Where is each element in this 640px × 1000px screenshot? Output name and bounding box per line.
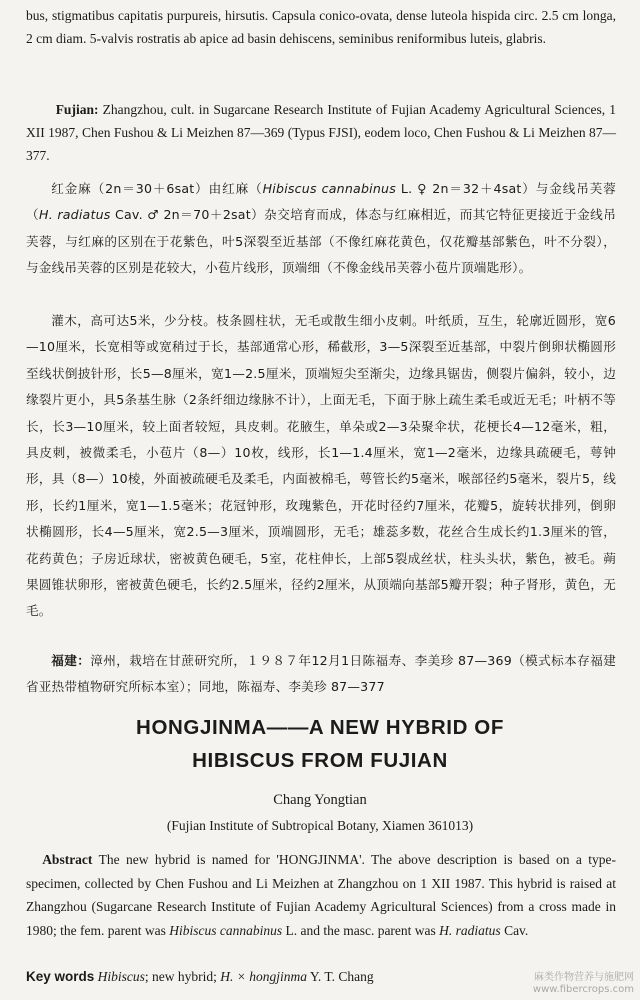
fujian-latin-text: Zhangzhou, cult. in Sugarcane Research Institute of Fujian Academy Agricultural Sciences, 1 XII 1987, Chen Fushou & Li Meizhen 87—369 (Typus FJSI), eodem loco, Chen Fushou & Li Meizhen 87—377. [26,102,616,163]
latin-description-continuation: bus, stigmatibus capitatis purpureis, hirsutis. Capsula conico-ovata, dense luteola hispida circ. 2.5 cm longa, 2 cm diam. 5-valvis rostratis ab apice ad basin dehiscens, seminibus reniformibus luteis, glabris. [26,8,616,46]
zh-intro-part1: 红金麻（2n＝30＋6sat）由红麻（ [51,181,263,196]
abstract-species2: H. radiatus [439,922,501,938]
keywords-separator: ; new hybrid; [144,969,221,984]
keywords-line [26,966,616,988]
fujian-latin-specimen [26,98,616,167]
abstract-species1: Hibiscus cannabinus [169,922,283,938]
keywords-authority: Y. T. Chang [307,969,374,984]
zh-fujian-label: 福建： [51,653,91,668]
abstract-paragraph [26,848,616,942]
watermark-line2: www.fibercrops.com [532,984,634,995]
keywords-label: Key words [26,969,95,984]
zh-intro-part3: Cav. ♂ 2n＝70＋2sat）杂交培育而成，体态与红麻相近，而其它特征更接近于金线吊芙蓉，与红麻的区别在于花紫色，叶5深裂至近基部（不像红麻花黄色，仅花瓣基部紫色，叶不分裂），与金线吊芙蓉的区别是花较大，小苞片线形，顶端细（不像金线吊芙蓉小苞片顶端匙形）。 [26,207,616,276]
abstract-text2: L. and the masc. parent was [282,922,440,938]
fujian-label: Fujian: [55,102,99,117]
watermark-line1: 麻类作物营养与施肥网 [534,972,634,983]
abstract-text3: Cav. [500,922,529,938]
zh-intro-species2: H. radiatus [39,207,111,223]
keyword-genus: Hibiscus [97,969,145,984]
keyword-hybrid-name: H. × hongjinma [220,969,308,984]
chinese-intro-paragraph [26,176,616,282]
zh-intro-part2: L. ♀ 2n＝32＋4sat）与金线吊芙蓉（ [26,181,616,223]
author-affiliation: (Fujian Institute of Subtropical Botany, Xiamen 361013) [166,818,474,833]
abstract-label: Abstract [42,852,93,867]
zh-intro-species1: Hibiscus cannabinus [262,181,396,196]
english-title-line2: HIBISCUS FROM FUJIAN [192,749,448,772]
abstract-text1: The new hybrid is named for 'HONGJINMA'. The above description is based on a type-specimen, collected by Chen Fushou and Li Meizhen at Zhangzhou on 1 XII 1987. This hybrid is raised at Zhangzhou (Sugarcane Research Institute of Fujian Academy Agricultural Sciences) from a cross made in 1980; the fem. parent was [26,852,616,938]
english-title-line1: HONGJINMA——A NEW HYBRID OF [136,716,504,739]
chinese-fujian-specimen [26,648,616,701]
site-watermark [533,972,634,996]
zh-fujian-text: 漳州，栽培在甘蔗研究所，１９８７年12月1日陈福寿、李美珍 87—369（模式标本存福建省亚热带植物研究所标本室）；同地，陈福寿、李美珍 87—377 [26,653,616,695]
chinese-description-paragraph: 灌木，高可达5米，少分枝。枝条圆柱状，无毛或散生细小皮刺。叶纸质，互生，轮廓近圆形，宽6—10厘米，长宽相等或宽稍过于长，基部通常心形，稀截形，3—5深裂至近基部，中裂片倒卵状椭圆形至线状倒披针形，长5—8厘米，宽1—2.5厘米，顶端短尖至渐尖，边缘具锯齿，侧裂片偏斜，较小，边缘裂片更小，具5条基生脉（2条纤细边缘脉不计），上面无毛，下面于脉上疏生柔毛或近无毛；叶柄不等长，长3—10厘米，较上面者较短，具皮刺。花腋生，单朵或2—3朵聚伞状，花梗长4—12毫米，粗，具皮刺，被微柔毛，小苞片（8—）10枚，线形，长1—1.4厘米，宽1—2毫米，边缘具疏硬毛，萼钟形，具（8—）10棱，外面被疏硬毛及柔毛，内面被棉毛，萼管长约5毫米，喉部径约5毫米，裂片5，线形，长约1厘米，宽1—1.5毫米；花冠钟形，玫瑰紫色，开花时径约7厘米，花瓣5，旋转状排列，倒卵状椭圆形，长4—5厘米，宽2.5—3厘米，顶端圆形，无毛；雄蕊多数，花丝合生成长约1.3厘米的管，花药黄色；子房近球状，密被黄色硬毛，5室，花柱伸长，上部5裂成丝状，柱头头状，紫色，被毛。蒴果圆锥状卵形，密被黄色硬毛，长约2.5厘米，径约2厘米，从顶端向基部5瓣开裂；种子肾形，黄色，无毛。 [26,313,616,619]
author-name: Chang Yongtian [273,792,367,808]
